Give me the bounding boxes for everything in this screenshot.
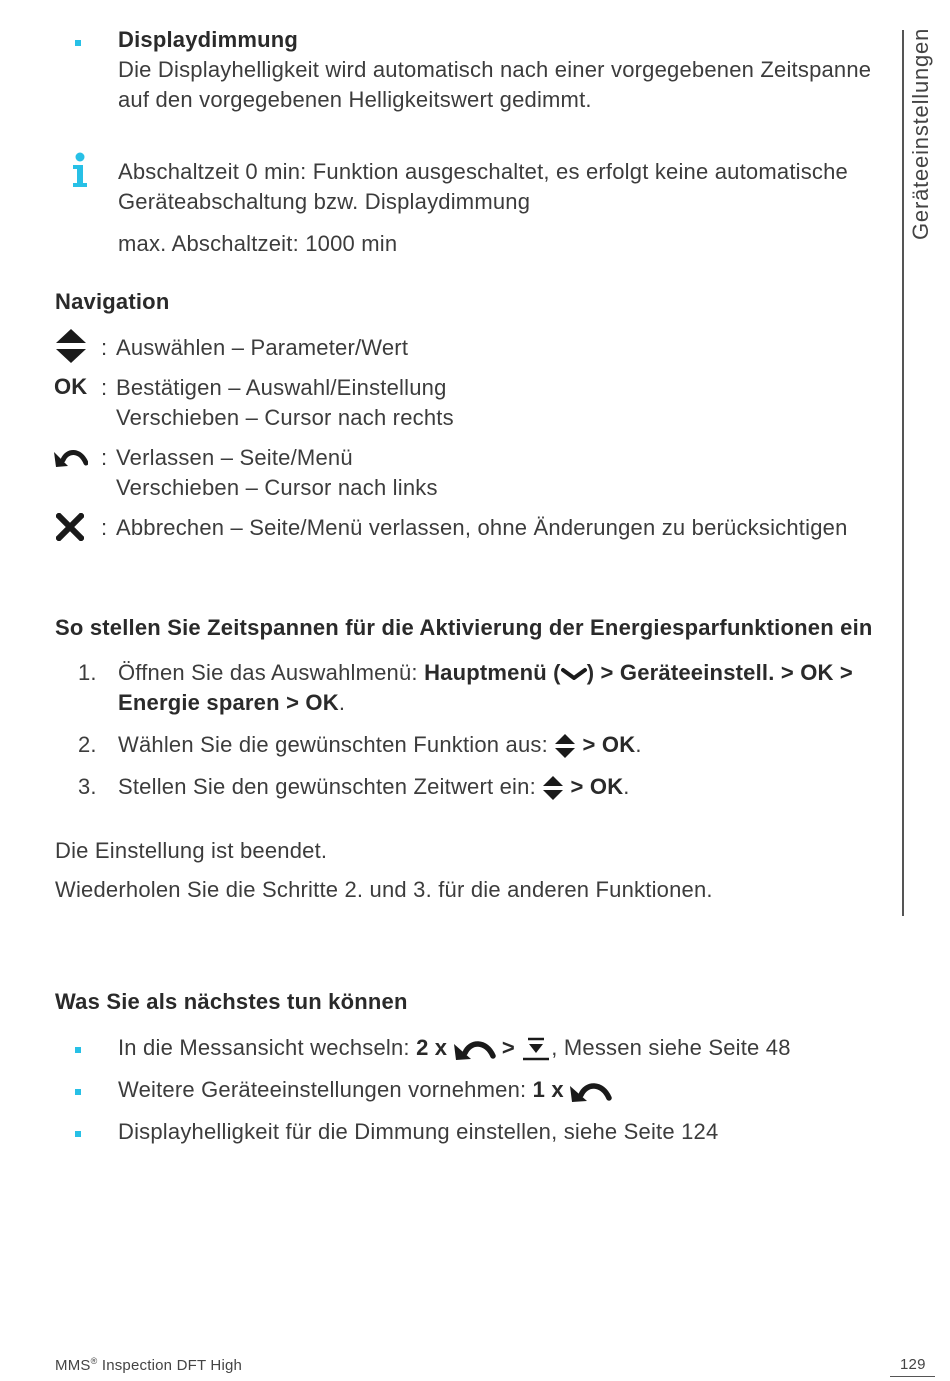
step-1-line2: Energie sparen > OK. [118,690,346,715]
step-number: 3. [78,774,97,799]
back-arrow-icon [54,446,88,468]
cancel-x-icon [56,513,84,541]
info-line2: Geräteabschaltung bzw. Displaydimmung [118,189,531,214]
bullet [75,40,81,46]
colon: : [101,515,108,540]
dimming-line2: auf den vorgegebenen Helligkeitswert gedimmt. [118,87,592,112]
info-line1: Abschaltzeit 0 min: Funktion ausgeschaltet, es erfolgt keine automatische [118,159,848,184]
info-line3: max. Abschaltzeit: 1000 min [118,231,398,256]
chevron-down-icon [561,667,587,681]
next-item-3: Displayhelligkeit für die Dimmung einstellen, siehe Seite 124 [118,1119,719,1144]
colon: : [101,375,108,400]
nav-confirm-line2: Verschieben – Cursor nach rechts [116,405,454,430]
back-arrow-icon [570,1079,612,1103]
up-down-arrows-icon [55,329,87,363]
step-3: Stellen Sie den gewünschten Zeitwert ein: > OK. [118,774,630,801]
done-text: Die Einstellung ist beendet. [55,838,328,863]
measure-icon [521,1036,551,1062]
colon: : [101,335,108,360]
step-2: Wählen Sie die gewünschten Funktion aus: > OK. [118,732,642,759]
next-item-1: In die Messansicht wechseln: 2 x > , Messen siehe Seite 48 [118,1035,791,1062]
bullet [75,1047,81,1053]
nav-cancel-text: Abbrechen – Seite/Menü verlassen, ohne Änderungen zu berücksichtigen [116,515,848,540]
nav-select-text: Auswählen – Parameter/Wert [116,335,409,360]
bullet [75,1089,81,1095]
colon: : [101,445,108,470]
info-icon [70,152,90,188]
navigation-heading: Navigation [55,289,170,314]
repeat-text: Wiederholen Sie die Schritte 2. und 3. für die anderen Funktionen. [55,877,713,902]
bullet [75,1131,81,1137]
dimming-title: Displaydimmung [118,27,299,52]
dimming-line1: Die Displayhelligkeit wird automatisch nach einer vorgegebenen Zeitspanne [118,57,872,82]
nav-back-line1: Verlassen – Seite/Menü [116,445,353,470]
footer-product: MMS® Inspection DFT High [55,1356,243,1374]
up-down-arrows-icon [542,775,564,801]
nav-confirm-line1: Bestätigen – Auswahl/Einstellung [116,375,447,400]
howto-heading: So stellen Sie Zeitspannen für die Aktivierung der Energiesparfunktionen ein [55,615,873,640]
sidebar-title: Geräteeinstellungen [908,27,933,240]
sidebar-rule [902,30,904,916]
ok-label: OK [54,374,88,399]
page-number-rule [890,1376,935,1377]
step-number: 1. [78,660,97,685]
step-1-line1: Öffnen Sie das Auswahlmenü: Hauptmenü ( ) > Geräteeinstell. > OK > [118,660,853,685]
step-number: 2. [78,732,97,757]
next-item-2: Weitere Geräteeinstellungen vornehmen: 1 x [118,1077,612,1103]
page-number: 129 [900,1356,926,1373]
up-down-arrows-icon [554,733,576,759]
back-arrow-icon [454,1037,496,1061]
nav-back-line2: Verschieben – Cursor nach links [116,475,438,500]
next-heading: Was Sie als nächstes tun können [55,989,408,1014]
